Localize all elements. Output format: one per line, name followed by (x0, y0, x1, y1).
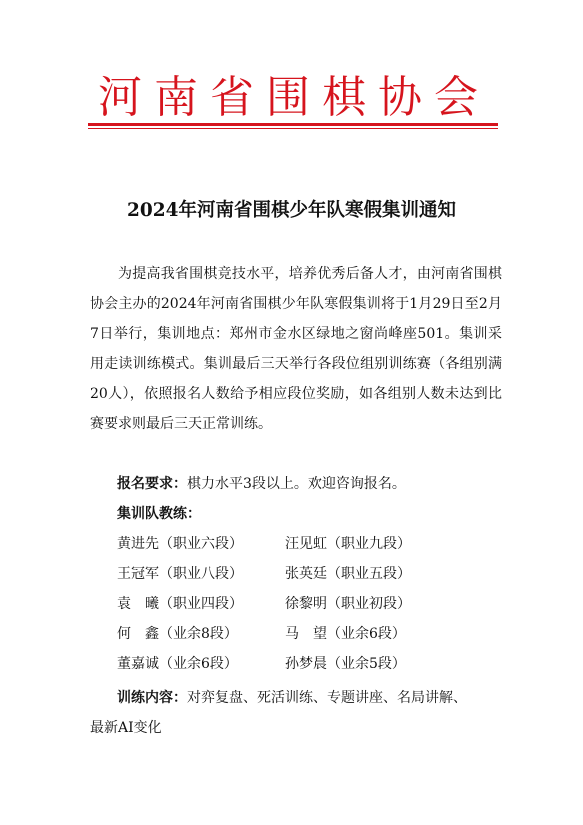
coach-name: 马 望（业余6段） (285, 626, 406, 642)
notice-title: 2024年河南省围棋少年队寒假集训通知 (127, 200, 456, 221)
coach-name: 汪见虹（职业九段） (285, 536, 411, 552)
letterhead-rule-thin (88, 128, 498, 129)
training-content-line (117, 687, 467, 707)
coach-name: 孙梦晨（业余5段） (285, 656, 406, 672)
coach-name: 董嘉诚（业余6段） (117, 656, 238, 672)
intro-paragraph: 为提高我省围棋竞技水平，培养优秀后备人才，由河南省围棋协会主办的2024年河南省围棋少年队寒假集训将于1月29日至2月7日举行，集训地点：郑州市金水区绿地之窗尚峰座501。集训采用走读训练模式。集训最后三天举行各段位组别训练赛（各组别满20人），依照报名人数给予相应段位奖励，如各组别人数未达到比赛要求则最后三天正常训练。 (90, 266, 502, 432)
coach-name: 王冠军（职业八段） (117, 566, 243, 582)
training-content-label: 训练内容： (117, 690, 187, 706)
org-letterhead-title: 河南省围棋协会 (98, 72, 490, 123)
training-content-text: 对弈复盘、死活训练、专题讲座、名局讲解、 (187, 690, 467, 706)
coaches-label: 集训队教练： (117, 506, 201, 522)
coach-name: 何 鑫（业余8段） (117, 626, 238, 642)
requirement-label: 报名要求： (117, 476, 187, 492)
coach-name: 袁 曦（职业四段） (117, 596, 243, 612)
letterhead-rule-thick (88, 123, 498, 126)
requirement-text: 棋力水平3段以上。欢迎咨询报名。 (187, 476, 406, 492)
coach-name: 徐黎明（职业初段） (285, 596, 411, 612)
coach-name: 黄进先（职业六段） (117, 536, 243, 552)
requirement-line (117, 473, 406, 493)
training-content-continuation: 最新AI变化 (90, 720, 162, 736)
coach-name: 张英廷（职业五段） (285, 566, 411, 582)
